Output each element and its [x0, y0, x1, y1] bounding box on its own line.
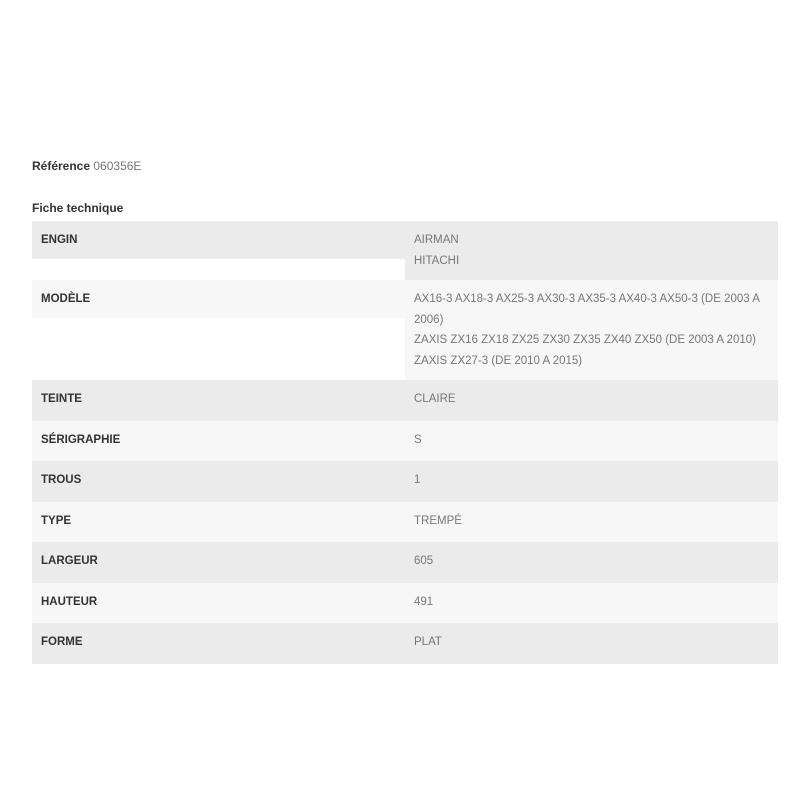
spec-value: 1: [414, 474, 421, 486]
spec-label: ENGIN: [32, 221, 405, 259]
spec-value: PLAT: [414, 636, 442, 648]
spec-label: HAUTEUR: [41, 595, 98, 608]
spec-value-line: AIRMAN: [414, 234, 459, 246]
spec-label: TYPE: [41, 514, 72, 527]
spec-label: MODÈLE: [32, 280, 405, 318]
spec-value: 605: [414, 555, 434, 567]
technical-sheet-title: Fiche technique: [32, 201, 124, 215]
spec-label: SÉRIGRAPHIE: [41, 433, 121, 446]
spec-row-teinte: [32, 380, 778, 421]
spec-row-forme: [32, 623, 778, 664]
spec-value: TREMPÉ: [414, 514, 462, 527]
spec-label: LARGEUR: [41, 555, 98, 567]
spec-row-largeur: [32, 542, 778, 583]
spec-row-modele: [32, 280, 778, 380]
spec-row-trous: [32, 461, 778, 502]
spec-value: [405, 280, 778, 380]
spec-row-serigraphie: [32, 421, 778, 462]
spec-value-line: AX16-3 AX18-3 AX25-3 AX30-3 AX35-3 AX40-3 AX50-3 (DE 2003 A 2006): [414, 293, 760, 326]
spec-value-line: ZAXIS ZX27-3 (DE 2010 A 2015): [414, 354, 583, 367]
spec-row-engin: [32, 221, 778, 280]
spec-row-hauteur: [32, 583, 778, 624]
spec-label: TROUS: [41, 474, 82, 486]
product-reference: [32, 158, 141, 174]
spec-value: 491: [414, 595, 434, 608]
spec-label: TEINTE: [41, 393, 82, 405]
spec-row-type: [32, 502, 778, 543]
spec-value: CLAIRE: [414, 393, 456, 405]
spec-value: S: [414, 433, 422, 446]
spec-value-line: HITACHI: [414, 254, 460, 267]
spec-value-line: ZAXIS ZX16 ZX18 ZX25 ZX30 ZX35 ZX40 ZX50 (DE 2003 A 2010): [414, 334, 756, 346]
spec-value: [405, 221, 778, 280]
spec-label: FORME: [41, 636, 83, 648]
reference-value: 060356E: [93, 159, 142, 173]
technical-sheet-table: [32, 221, 778, 664]
reference-label: Référence: [32, 159, 91, 173]
